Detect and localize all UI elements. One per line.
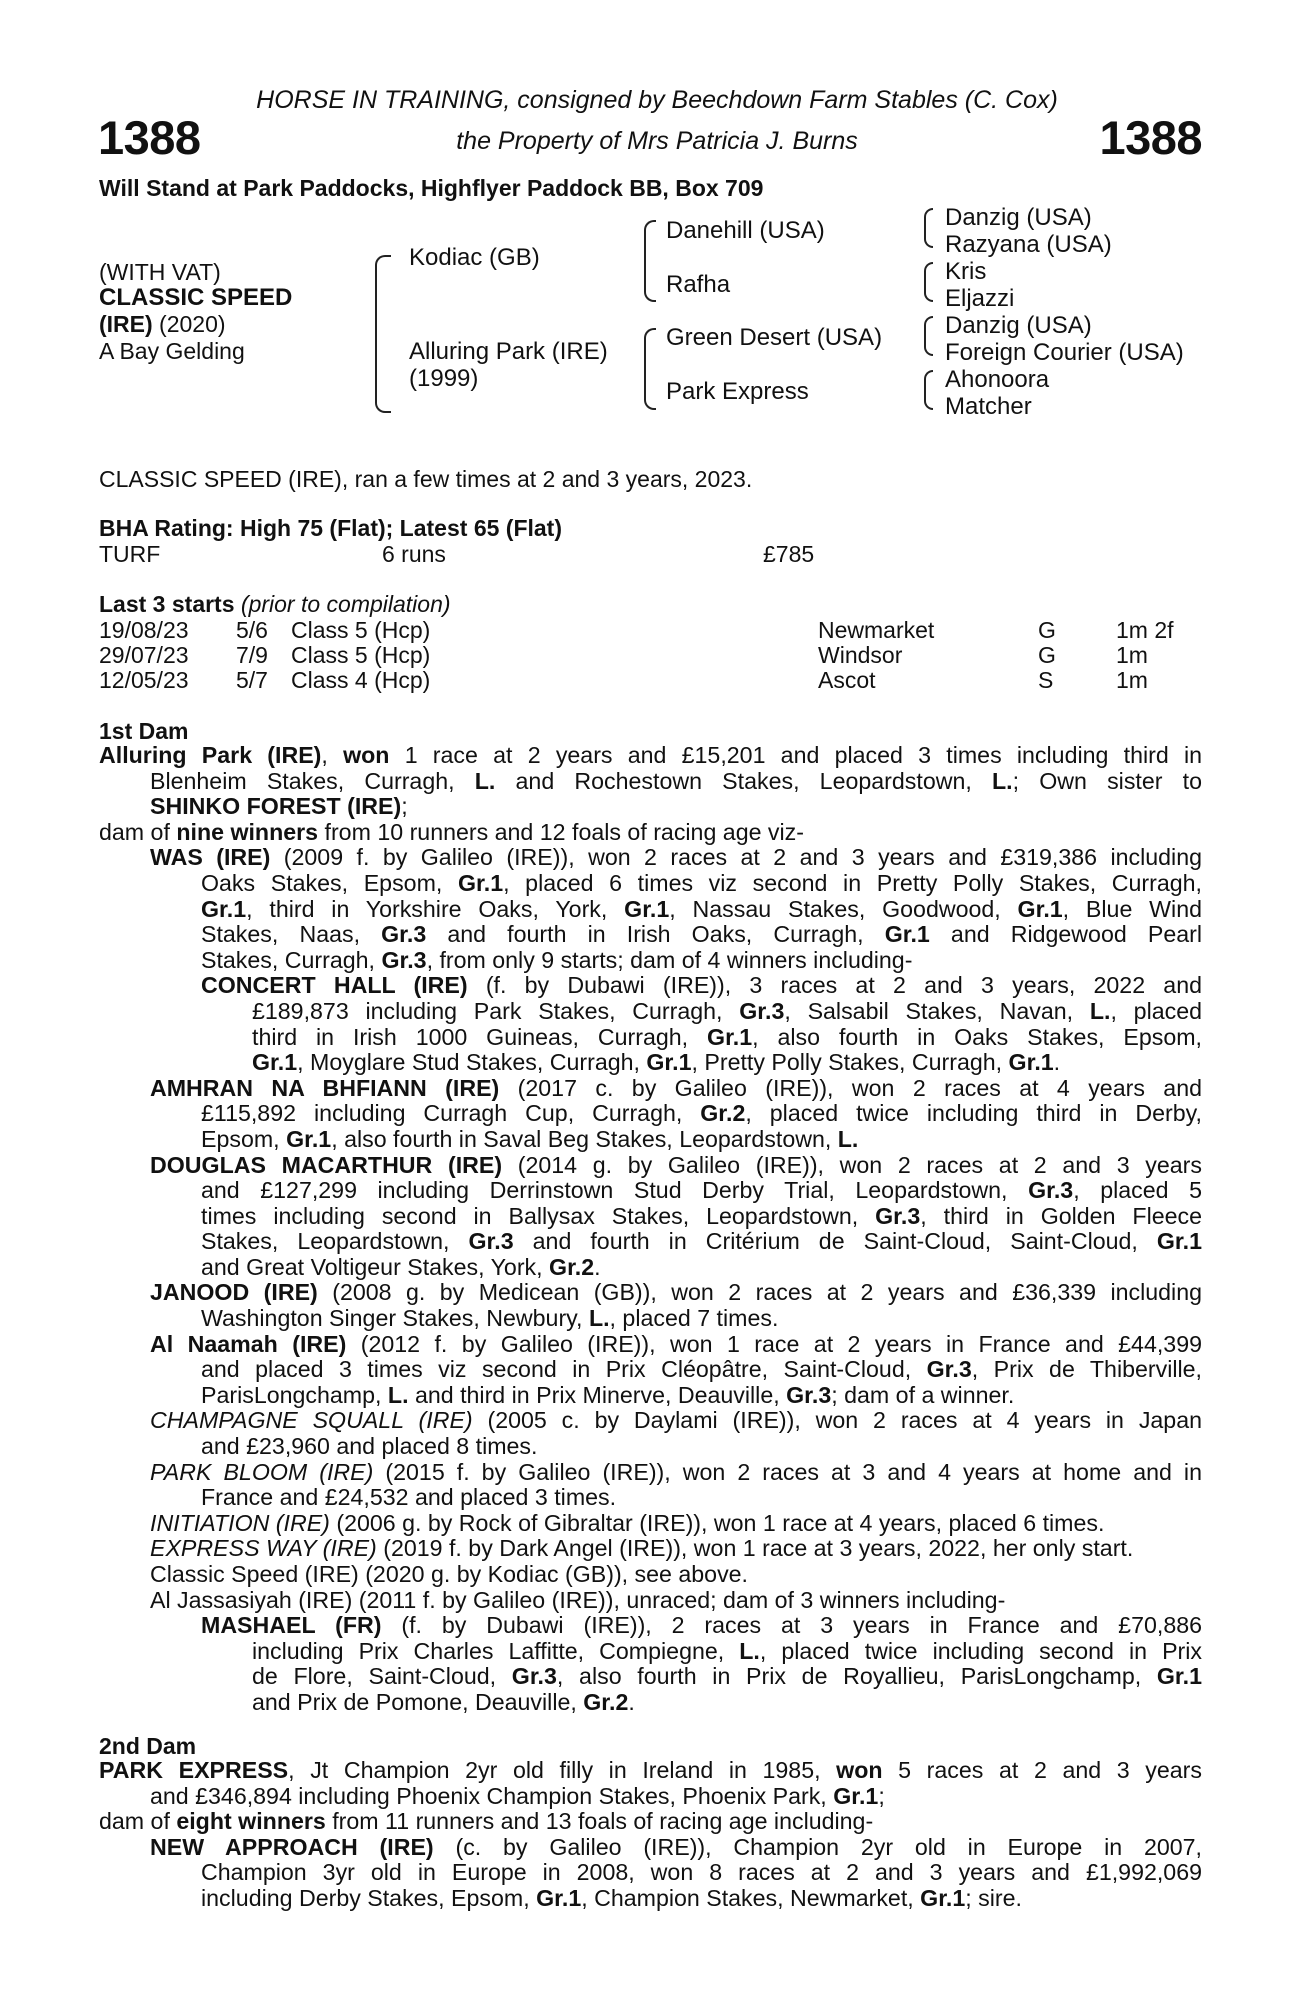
produce-entry-cont [99,1127,1202,1153]
pedigree-sire-sire: Danehill (USA) [666,217,825,244]
pedigree-g7: Ahonoora [945,366,1050,393]
grade: L. [837,1125,859,1152]
grade: Gr.1 [252,1049,298,1076]
text: Epsom, [201,1125,287,1152]
text: , also fourth in Prix de Royallieu, ParisLongchamp, [556,1663,1157,1690]
start-distance: 1m [1116,642,1148,668]
grade: Gr.1 [646,1049,692,1076]
text: (2006 g. by Rock of Gibraltar (IRE)), won 1 race at 4 years, placed 6 times. [329,1509,1105,1536]
dam-entry [99,743,1202,769]
dam-name: Alluring Park (IRE) [99,742,322,768]
horse-description: A Bay Gelding [99,338,245,364]
grade: Gr.1 [1008,1049,1054,1076]
produce-entry-cont [99,948,1202,974]
grade: Gr.2 [549,1253,595,1280]
pedigree-g4: Eljazzi [945,285,1015,312]
text: third in Irish 1000 Guineas, Curragh, [252,1023,708,1050]
produce-name: CHAMPAGNE SQUALL (IRE) [150,1407,473,1434]
brace-sire [644,220,656,302]
won-label: won [836,1757,883,1783]
text: dam of [99,1808,177,1835]
produce-entry [99,1280,1202,1306]
start-class: Class 5 (Hcp) [291,642,431,668]
winners-count: eight winners [176,1808,326,1835]
dam-name: PARK EXPRESS [99,1757,289,1783]
produce-entry-cont [99,1860,1202,1886]
grade: Gr.2 [700,1100,746,1127]
text: , placed 7 times. [609,1305,779,1332]
text: and Prix de Pomone, Deauville, [252,1688,584,1715]
text: , also fourth in Oaks Stakes, Epsom, [752,1023,1202,1050]
produce-entry-cont [99,1690,1202,1716]
pedigree-dam-dam: Park Express [666,378,809,405]
text: , placed twice including second in Prix [759,1637,1203,1664]
dam-entry-cont [99,794,1202,820]
text: times including second in Ballysax Stakes, Leopardstown, [201,1202,876,1229]
produce-entry-cont [99,1025,1202,1051]
text: and fourth in Critérium de Saint-Cloud, Saint-Cloud, [513,1228,1157,1255]
text: (2005 c. by Daylami (IRE)), won 2 races at 4 years in Japan [472,1407,1202,1434]
text: ; [878,1782,885,1809]
text: de Flore, Saint-Cloud, [252,1663,512,1690]
text: , also fourth in Saval Beg Stakes, Leopardstown, [331,1125,838,1152]
produce-entry-cont [99,1357,1202,1383]
text: (c. by Galileo (IRE)), Champion 2yr old in Europe in 2007, [433,1833,1202,1860]
produce-entry [99,1511,1202,1537]
stand-location: Will Stand at Park Paddocks, Highflyer Paddock BB, Box 709 [99,175,764,201]
pedigree-sire-dam: Rafha [666,271,731,298]
text: and Rochestown Stakes, Leopardstown, [495,767,992,794]
produce-entry-cont [99,1101,1202,1127]
produce-entry-cont [99,1383,1202,1409]
text: ; [401,793,408,820]
produce-entry [99,1613,1202,1639]
grade: Gr.1 [1156,1228,1202,1255]
won-label: won [343,742,390,768]
produce-entry-cont [99,1664,1202,1690]
grade: L. [474,767,496,794]
start-course: Windsor [818,642,903,668]
text: £189,873 including Park Stakes, Curragh, [252,997,740,1024]
text: £115,892 including Curragh Cup, Curragh, [201,1100,701,1127]
produce-name: INITIATION (IRE) [150,1509,330,1536]
text: , Champion Stakes, Newmarket, [581,1884,921,1911]
start-going: S [1038,667,1054,693]
text: Stakes, Leopardstown, [201,1228,469,1255]
first-dam-heading: 1st Dam [99,718,189,744]
grade: Gr.3 [381,946,427,973]
start-going: G [1038,617,1056,643]
grade: L. [991,767,1013,794]
text: ; Own sister to [1012,767,1202,794]
pedigree-dam: Alluring Park (IRE) [409,338,608,365]
text: (2014 g. by Galileo (IRE)), won 2 races at 2 and 3 years [502,1151,1202,1178]
pedigree-g3: Kris [945,258,987,285]
winners-count: nine winners [176,818,319,845]
produce-name: NEW APPROACH (IRE) [150,1833,434,1860]
produce-entry-cont [99,871,1202,897]
produce-entry-cont [99,1639,1202,1665]
lot-number-left: 1388 [98,111,201,164]
text: France and £24,532 and placed 3 times. [201,1484,617,1511]
text: , Pretty Polly Stakes, Curragh, [691,1049,1009,1076]
text: Blenheim Stakes, Curragh, [150,767,475,794]
start-position: 5/6 [236,617,268,643]
property-line: the Property of Mrs Patricia J. Burns [456,127,858,155]
produce-name: PARK BLOOM (IRE) [150,1458,374,1485]
last-starts-note: (prior to compilation) [240,591,451,617]
text: , placed 5 [1073,1177,1202,1204]
text: , Jt Champion 2yr old filly in Ireland in 1985, [288,1757,837,1783]
grade: Gr.1 [1156,1663,1202,1690]
pedigree-dam-year: (1999) [409,365,479,392]
text: ; sire. [965,1884,1022,1911]
consignment-line: HORSE IN TRAINING, consigned by Beechdown Farm Stables (C. Cox) [256,86,1058,114]
grade: Gr.3 [468,1228,514,1255]
grade: Gr.3 [1028,1177,1074,1204]
race-summary: CLASSIC SPEED (IRE), ran a few times at 2 and 3 years, 2023. [99,466,753,492]
dam-entry-cont [99,1784,1202,1810]
text: and placed 3 times viz second in Prix Cléopâtre, Saint-Cloud, [201,1356,927,1383]
text: dam of [99,818,177,845]
start-distance: 1m [1116,667,1148,693]
text: Washington Singer Stakes, Newbury, [201,1305,589,1332]
produce-name: MASHAEL (FR) [201,1612,382,1639]
produce-name: Al Naamah (IRE) [150,1330,347,1357]
start-class: Class 5 (Hcp) [291,617,431,643]
brace-g1 [924,208,933,248]
text: ; dam of a winner. [831,1381,1015,1408]
text: , Salsabil Stakes, Navan, [784,997,1090,1024]
grade: Gr.1 [201,895,247,922]
grade: Gr.3 [926,1356,972,1383]
produce-name: EXPRESS WAY (IRE) [150,1535,377,1562]
text: and £346,894 including Phoenix Champion Stakes, Phoenix Park, [150,1782,834,1809]
brace-main [375,255,391,413]
text: and Ridgewood Pearl [929,921,1202,948]
rating-earnings: £785 [763,541,815,567]
text: . [628,1688,635,1715]
produce-entry [99,1408,1202,1434]
text: (2017 c. by Galileo (IRE)), won 2 races at 4 years and [499,1074,1202,1101]
produce-entry-cont [99,1229,1202,1255]
text: from 11 runners and 13 foals of racing age including- [325,1808,874,1835]
text: (f. by Dubawi (IRE)), 2 races at 3 years in France and £70,886 [381,1612,1203,1639]
start-date: 12/05/23 [99,667,189,693]
text: (2008 g. by Medicean (GB)), won 2 races at 2 years and £36,339 including [317,1279,1202,1306]
start-position: 5/7 [236,667,268,693]
text: (2015 f. by Galileo (IRE)), won 2 races at 3 and 4 years at home and in [373,1458,1202,1485]
last-starts-title: Last 3 starts [99,591,235,617]
produce-entry [99,1153,1202,1179]
text: . [1053,1049,1061,1076]
produce-entry [99,1588,1202,1614]
grade: L. [1089,997,1111,1024]
start-course: Ascot [818,667,876,693]
produce-entry-cont [99,922,1202,948]
text: . [594,1253,601,1280]
brace-g3 [924,316,933,356]
text: including Prix Charles Laffitte, Compiegne, [252,1637,740,1664]
grade: Gr.3 [511,1663,557,1690]
sibling-name: SHINKO FOREST (IRE) [150,793,402,820]
pedigree-g2: Razyana (USA) [945,231,1112,258]
vat-note: (WITH VAT) [99,259,221,285]
brace-dam [644,328,656,410]
grade: L. [739,1637,760,1664]
produce-entry-cont [99,1485,1202,1511]
produce-entry [99,845,1202,871]
produce-entry [99,973,1202,999]
pedigree-g1: Danzig (USA) [945,204,1092,231]
produce-entry-cont [99,897,1202,923]
start-distance: 1m 2f [1116,617,1174,643]
grade: Gr.1 [707,1023,753,1050]
text: Classic Speed (IRE) (2020 g. by Kodiac (GB)), see above. [150,1561,748,1587]
text: ParisLongchamp, [201,1381,388,1408]
grade: Gr.1 [624,895,670,922]
horse-year: (2020) [152,311,226,337]
brace-g2 [924,262,933,302]
text: from 10 runners and 12 foals of racing age viz- [318,818,804,845]
text: and £23,960 and placed 8 times. [201,1433,538,1460]
rating-runs: 6 runs [382,541,446,567]
grade: Gr.1 [884,921,930,948]
produce-name: DOUGLAS MACARTHUR (IRE) [150,1151,503,1178]
grade: L. [387,1381,409,1408]
horse-country: (IRE) [99,311,153,337]
text: 1 race at 2 years and £15,201 and placed 3 times including third in [389,742,1203,768]
rating-title: BHA Rating: High 75 (Flat); Latest 65 (Flat) [99,515,562,541]
text: (f. by Dubawi (IRE)), 3 races at 2 and 3 years, 2022 and [467,972,1202,999]
text: , from only 9 starts; dam of 4 winners including- [426,946,913,973]
produce-entry-cont [99,1178,1202,1204]
pedigree-g6: Foreign Courier (USA) [945,339,1184,366]
grade: Gr.1 [286,1125,332,1152]
grade: Gr.1 [920,1884,966,1911]
second-dam-section [99,1758,1202,1912]
grade: Gr.3 [786,1381,832,1408]
pedigree-g5: Danzig (USA) [945,312,1092,339]
grade: Gr.2 [583,1688,629,1715]
dam-of-line [99,820,1202,846]
text: Stakes, Naas, [201,921,382,948]
brace-g4 [924,370,933,410]
last-starts-heading [99,591,451,618]
grade: L. [588,1305,610,1332]
produce-entry [99,1562,1202,1588]
grade: Gr.3 [875,1202,921,1229]
text: , placed [1110,997,1202,1024]
produce-entry [99,1536,1202,1562]
dam-entry [99,1758,1202,1784]
text: , Blue Wind [1062,895,1202,922]
start-going: G [1038,642,1056,668]
start-class: Class 4 (Hcp) [291,667,431,693]
text: , placed 6 times viz second in Pretty Polly Stakes, Curragh, [503,869,1203,896]
text: Oaks Stakes, Epsom, [201,869,458,896]
text: , Prix de Thiberville, [971,1356,1202,1383]
produce-entry-cont [99,1050,1202,1076]
dam-entry-cont [99,769,1202,795]
lot-number-right: 1388 [1099,111,1202,164]
text: Stakes, Curragh, [201,946,382,973]
grade: Gr.1 [1017,895,1063,922]
text: , third in Yorkshire Oaks, York, [246,895,625,922]
produce-entry [99,1076,1202,1102]
text: (2009 f. by Galileo (IRE)), won 2 races at 2 and 3 years and £319,386 including [270,844,1202,871]
produce-entry-cont [99,1434,1202,1460]
start-course: Newmarket [818,617,935,643]
produce-entry [99,1332,1202,1358]
start-date: 19/08/23 [99,617,189,643]
horse-name-line2 [99,311,226,338]
text: , [321,742,344,768]
text: , Moyglare Stud Stakes, Curragh, [297,1049,647,1076]
pedigree-g8: Matcher [945,393,1032,420]
produce-name: AMHRAN NA BHFIANN (IRE) [150,1074,500,1101]
grade: Gr.3 [739,997,785,1024]
dam-of-line [99,1809,1202,1835]
produce-entry [99,1460,1202,1486]
grade: Gr.1 [833,1782,879,1809]
text: Al Jassasiyah (IRE) (2011 f. by Galileo (IRE)), unraced; dam of 3 winners including- [150,1586,1006,1613]
text: , third in Golden Fleece [920,1202,1203,1229]
grade: Gr.1 [536,1884,582,1911]
grade: Gr.1 [457,869,504,896]
start-date: 29/07/23 [99,642,189,668]
produce-name: CONCERT HALL (IRE) [201,972,468,999]
text: Champion 3yr old in Europe in 2008, won 8 races at 2 and 3 years and £1,992,069 [201,1859,1202,1886]
text: (2019 f. by Dark Angel (IRE)), won 1 race at 3 years, 2022, her only start. [376,1535,1134,1562]
horse-name: CLASSIC SPEED [99,284,293,311]
text: (2012 f. by Galileo (IRE)), won 1 race at 2 years in France and £44,399 [346,1330,1202,1357]
produce-entry-cont [99,1886,1202,1912]
text: , Nassau Stakes, Goodwood, [669,895,1018,922]
pedigree-dam-sire: Green Desert (USA) [666,324,883,351]
produce-entry-cont [99,1204,1202,1230]
grade: Gr.3 [381,921,427,948]
produce-name: WAS (IRE) [150,844,271,871]
text: , placed twice including third in Derby, [745,1100,1202,1127]
pedigree-sire: Kodiac (GB) [409,244,540,271]
produce-entry-cont [99,1306,1202,1332]
text: and third in Prix Minerve, Deauville, [408,1381,787,1408]
rating-surface: TURF [99,541,161,567]
second-dam-heading: 2nd Dam [99,1733,197,1759]
text: 5 races at 2 and 3 years [882,1757,1202,1783]
first-dam-section [99,743,1202,1716]
produce-name: JANOOD (IRE) [150,1279,318,1306]
produce-entry-cont [99,999,1202,1025]
text: and Great Voltigeur Stakes, York, [201,1253,550,1280]
produce-entry-cont [99,1255,1202,1281]
produce-entry [99,1835,1202,1861]
text: and £127,299 including Derrinstown Stud Derby Trial, Leopardstown, [201,1177,1029,1204]
text: and fourth in Irish Oaks, Curragh, [426,921,885,948]
text: including Derby Stakes, Epsom, [201,1884,537,1911]
start-position: 7/9 [236,642,268,668]
